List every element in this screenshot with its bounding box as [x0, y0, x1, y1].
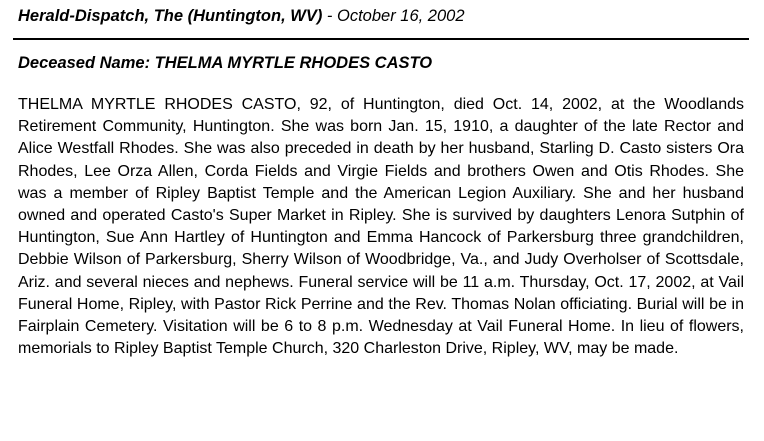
- obituary-body: THELMA MYRTLE RHODES CASTO, 92, of Huntington, died Oct. 14, 2002, at the Woodlands Retirement Community, Huntington. She was born Jan. 15, 1910, a daughter of the late Rector and Alice Westfall Rhodes. She was also preceded in death by her husband, Starling D. Casto sisters Ora Rhodes, Lee Orza Allen, Corda Fields and Virgie Fields and brothers Owen and Otis Rhodes. She was a member of Ripley Baptist Temple and the American Legion Auxiliary. She and her husband owned and operated Casto's Super Market in Ripley. She is survived by daughters Lenora Sutphin of Huntington, Sue Ann Hartley of Huntington and Emma Hancock of Parkersburg three grandchildren, Debbie Wilson of Parkersburg, Sherry Wilson of Woodbridge, Va., and Judy Overholser of Scottsdale, Ariz. and several nieces and nephews. Funeral service will be 11 a.m. Thursday, Oct. 17, 2002, at Vail Funeral Home, Ripley, with Pastor Rick Perrine and the Rev. Thomas Nolan officiating. Burial will be in Fairplain Cemetery. Visitation will be 6 to 8 p.m. Wednesday at Vail Funeral Home. In lieu of flowers, memorials to Ripley Baptist Temple Church, 320 Charleston Drive, Ripley, WV, may be made.: [18, 96, 744, 358]
- deceased-name-heading: Deceased Name: THELMA MYRTLE RHODES CASTO: [18, 54, 433, 72]
- publication-date: October 16, 2002: [337, 7, 465, 25]
- header-separator: -: [322, 7, 337, 25]
- header-divider: [13, 38, 749, 40]
- publication-name: Herald-Dispatch, The (Huntington, WV): [18, 7, 323, 25]
- publication-header: [18, 7, 465, 26]
